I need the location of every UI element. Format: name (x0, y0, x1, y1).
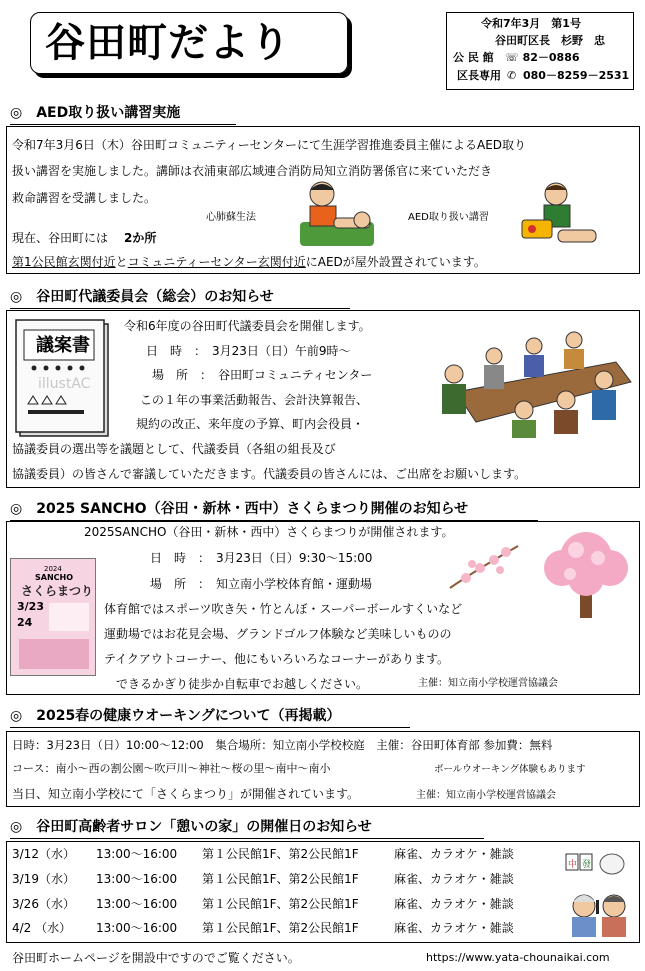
issue-info-box (446, 12, 634, 90)
illustac-watermark: illustAC (38, 376, 91, 392)
salon-place: 第１公民館1F、第2公民館1F (202, 921, 359, 935)
kucho-tel: 080－8259－2531 (523, 69, 630, 82)
aed-location-joiner: と (115, 255, 128, 269)
walking-line-2: コース：南小～西の割公園～吹戸川～神社～桜の里～南中～南小 (12, 762, 331, 775)
sakura-line-3: 体育館ではスポーツ吹き矢・竹とんぼ・スーパーボールすくいなど (104, 602, 463, 616)
salon-date: 3/12（水） (12, 847, 75, 861)
cpr-illustration (296, 178, 378, 252)
salon-time: 13:00～16:00 (96, 897, 178, 911)
aed-location-2: コミュニティーセンター玄関付近 (127, 255, 306, 269)
salon-date: 4/2 （水） (12, 921, 72, 935)
page-title: 谷田町だより (45, 20, 291, 66)
aed-line-3: 救命講習を受講しました。 (12, 191, 157, 205)
salon-activity: 麻雀、カラオケ・雑談 (394, 847, 514, 861)
footer-url[interactable]: https://www.yata-chounaikai.com (426, 951, 610, 964)
issue-chief: 谷田町区長 杉野 忠 (495, 34, 605, 47)
aed-location-1: 第1公民館玄関付近 (12, 255, 116, 269)
council-line-5: 規約の改正、来年度の予算、町内会役員・ (136, 417, 365, 431)
sakura-organizer: 主催：知立南小学校運営協議会 (418, 678, 558, 689)
poster-date-1: 3/23 (17, 600, 44, 613)
salon-place: 第１公民館1F、第2公民館1F (202, 872, 359, 886)
cpr-label: 心肺蘇生法 (206, 212, 256, 223)
agenda-title: 議案書 (36, 335, 90, 356)
salon-time: 13:00～16:00 (96, 847, 178, 861)
walking-line-3: 当日、知立南小学校にて「さくらまつり」が開催されています。 (12, 787, 360, 801)
svg-text:中: 中 (568, 860, 578, 870)
walking-line-2-note: ボールウオーキング体験もあります (434, 764, 586, 775)
salon-activity: 麻雀、カラオケ・雑談 (394, 872, 514, 886)
sakura-line-5: テイクアウトコーナー、他にもいろいろなコーナーがあります。 (104, 652, 450, 666)
council-place: 場 所 ： 谷田町コミュニティセンター (152, 368, 373, 382)
sakura-heading: ◎ 2025 SANCHO（谷田・新林・西中）さくらまつり開催のお知らせ (10, 501, 469, 517)
kucho-label: 区長専用 (457, 69, 501, 82)
council-date: 日 時 ： 3月23日（日）午前9時～ (146, 344, 351, 358)
sakura-intro: 2025SANCHO（谷田・新林・西中）さくらまつりが開催されます。 (84, 525, 454, 539)
sakura-tree-illustration (540, 528, 632, 620)
council-line-6: 協議委員の選出等を議題として、代議委員（各組の組長及び (12, 442, 336, 456)
sakura-line-4: 運動場ではお花見会場、グランドゴルフ体験など美味しいものの (104, 627, 452, 641)
walking-line-1: 日時：3月23日（日）10:00～12:00 集合場所：知立南小学校校庭 主催：谷田町体育部 参加費：無料 (12, 738, 553, 752)
aed-now-prefix: 現在、谷田町には (12, 231, 109, 245)
poster-title: さくらまつり (21, 584, 94, 598)
title-box (30, 12, 348, 74)
salon-time: 13:00～16:00 (96, 872, 178, 886)
salon-place: 第１公民館1F、第2公民館1F (202, 847, 359, 861)
aed-location-suffix: にAEDが屋外設置されています。 (305, 255, 486, 269)
walking-heading: ◎ 2025春の健康ウオーキングについて（再掲載） (10, 708, 341, 724)
poster-date-2: 24 (17, 616, 33, 629)
salon-activity: 麻雀、カラオケ・雑談 (394, 921, 514, 935)
aed-locations (12, 254, 486, 270)
phone-icon: ✆ (507, 69, 517, 82)
aed-line-1: 令和7年3月6日（木）谷田町コミュニティーセンターにて生涯学習推進委員主催によるAED取り (12, 138, 527, 152)
sakura-poster (10, 558, 96, 676)
issue-date-number: 令和7年3月 第1号 (481, 17, 581, 30)
salon-heading: ◎ 谷田町高齢者サロン「憩いの家」の開催日のお知らせ (10, 819, 372, 835)
council-heading: ◎ 谷田町代議委員会（総会）のお知らせ (10, 289, 274, 305)
salon-time: 13:00～16:00 (96, 921, 178, 935)
salon-activity: 麻雀、カラオケ・雑談 (394, 897, 514, 911)
sakura-line-6: できるかぎり徒歩か自転車でお越しください。 (116, 677, 369, 691)
mahjong-karaoke-illustration (562, 848, 634, 938)
salon-date: 3/19（水） (12, 872, 75, 886)
salon-place: 第１公民館1F、第2公民館1F (202, 897, 359, 911)
kominkan-label: 公 民 館 (453, 51, 494, 64)
council-line-7: 協議委員）の皆さんで審議していただきます。代議委員の皆さんには、ご出席をお願いします。 (12, 467, 527, 481)
footer-note: 谷田町ホームページを開設中ですのでご覧ください。 (12, 951, 300, 965)
council-line-1: 令和6年度の谷田町代議委員会を開催します。 (124, 319, 371, 333)
aed-heading: ◎ AED取り扱い講習実施 (10, 105, 181, 121)
poster-year: 2024 (44, 565, 62, 573)
aed-illustration (512, 180, 600, 252)
walking-organizer: 主催：知立南小学校運営協議会 (416, 790, 556, 801)
aed-line-2: 扱い講習を実施しました。講師は衣浦東部広域連合消防局知立消防署係官に来ていただき (12, 164, 493, 178)
aed-count: 2か所 (124, 231, 157, 245)
blossom-branch-illustration (446, 540, 522, 594)
kominkan-tel: ☏ 82－0886 (505, 51, 580, 64)
council-line-4: この１年の事業活動報告、会計決算報告、 (140, 393, 369, 407)
sakura-place: 場 所 ： 知立南小学校体育館・運動場 (150, 577, 373, 591)
poster-brand: SANCHO (35, 573, 74, 582)
svg-text:發: 發 (582, 860, 592, 870)
sakura-date: 日 時 ： 3月23日（日）9:30～15:00 (150, 551, 373, 565)
meeting-illustration (416, 322, 634, 438)
salon-date: 3/26（水） (12, 897, 75, 911)
aed-training-label: AED取り扱い講習 (408, 212, 489, 223)
